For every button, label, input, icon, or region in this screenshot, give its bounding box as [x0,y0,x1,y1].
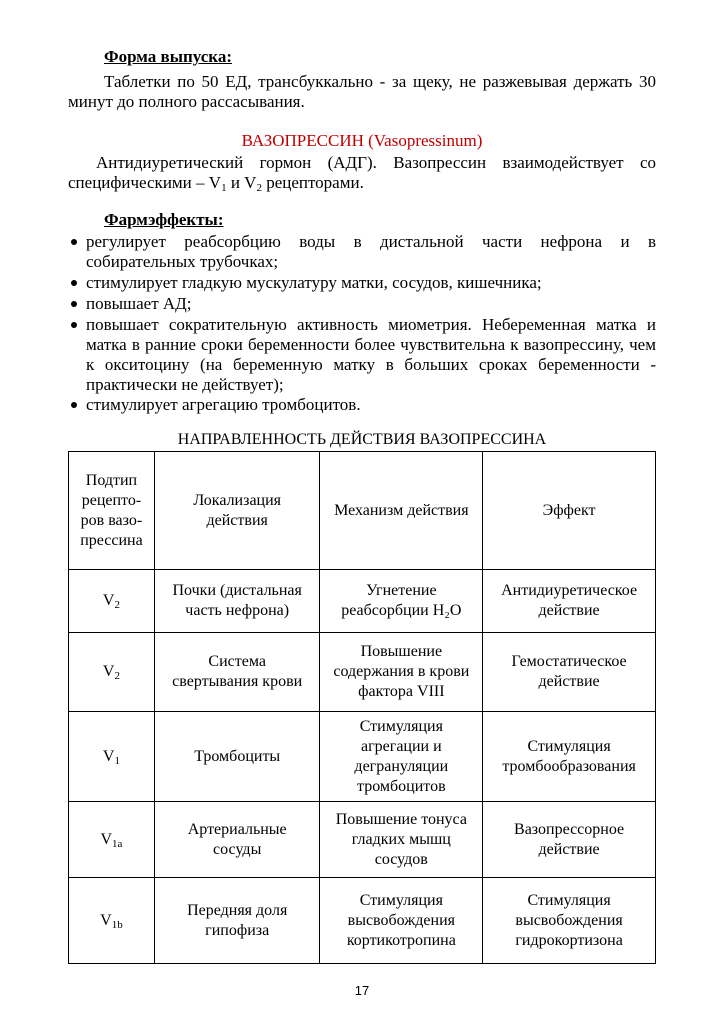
vasopressin-action-table [68,451,656,964]
effect-item-4-line-1: повышает сократительную активность миометрия. Небеременная матка и [86,315,656,334]
effect-item-5: стимулирует агрегацию тромбоцитов. [86,395,361,414]
localization-cell: Передняя доля гипофиза [154,878,320,964]
table-header-row [69,452,656,570]
intro-line-2: специфическими – $V_1$ и $V_2$ рецепторами. [68,173,364,194]
effect-item-1-line-1: регулирует реабсорбцию воды в дистальной части нефрона и в [86,232,656,251]
bullet-icon [71,239,77,245]
localization-cell: Тромбоциты [154,712,320,802]
table-row [69,570,656,633]
release-form-heading: Форма выпуска: [104,47,232,66]
release-form-line-2: минут до полного рассасывания. [68,92,305,111]
receptor-cell: $V_2$ [69,633,155,712]
table-row [69,878,656,964]
mechanism-cell: Повышение содержания в крови фактора VIII [320,633,483,712]
table-row [69,633,656,712]
mechanism-cell: Стимуляция высвобождения кортикотропина [320,878,483,964]
page-number: 17 [354,983,370,998]
effect-cell: Антидиуретическое действие [483,570,656,633]
header-localization: Локализация действия [154,452,320,570]
effect-cell: Стимуляция высвобождения гидрокортизона [483,878,656,964]
effect-cell: Стимуляция тромбообразования [483,712,656,802]
receptor-cell: $V_2$ [69,570,155,633]
bullet-icon [71,322,77,328]
effects-heading: Фармэффекты: [104,210,224,229]
localization-cell: Артериальные сосуды [154,802,320,878]
bullet-icon [71,280,77,286]
effect-item-2: стимулирует гладкую мускулатуру матки, сосудов, кишечника; [86,273,542,292]
effect-item-4-line-4: практически не действует); [86,375,284,394]
intro-line-1: Антидиуретический гормон (АДГ). Вазопрессин взаимодействует со [96,153,656,172]
bullet-icon [71,402,77,408]
receptor-cell: $V_1$ [69,712,155,802]
mechanism-cell: Стимуляция агрегации и дегрануляции тромбоцитов [320,712,483,802]
header-effect: Эффект [483,452,656,570]
drug-title: ВАЗОПРЕССИН (Vasopressinum) [241,131,483,150]
table-row [69,802,656,878]
mechanism-cell: Повышение тонуса гладких мышц сосудов [320,802,483,878]
bullet-icon [71,301,77,307]
header-mechanism: Механизм действия [320,452,483,570]
table-row [69,712,656,802]
receptor-cell: $V_{1a}$ [69,802,155,878]
table-title: НАПРАВЛЕННОСТЬ ДЕЙСТВИЯ ВАЗОПРЕССИНА [177,431,547,448]
receptor-cell: $V_{1b}$ [69,878,155,964]
localization-cell: Почки (дистальная часть нефрона) [154,570,320,633]
effect-cell: Гемостатическое действие [483,633,656,712]
mechanism-cell: Угнетение реабсорбции H₂O [320,570,483,633]
release-form-line-1: Таблетки по 50 ЕД, трансбуккально - за щеку, не разжевывая держать 30 [104,72,656,91]
effect-cell: Вазопрессорное действие [483,802,656,878]
effect-item-1-line-2: собирательных трубочках; [86,252,279,271]
header-subtype: Подтип рецепто- ров вазо- прессина [69,452,155,570]
localization-cell: Система свертывания крови [154,633,320,712]
effect-item-4-line-3: к окситоцину (на беременную матку в больших сроках беременности - [86,355,656,374]
effect-item-3: повышает АД; [86,294,192,313]
effect-item-4-line-2: матка в ранние сроки беременности более чувствительна к вазопрессину, чем [86,335,656,354]
